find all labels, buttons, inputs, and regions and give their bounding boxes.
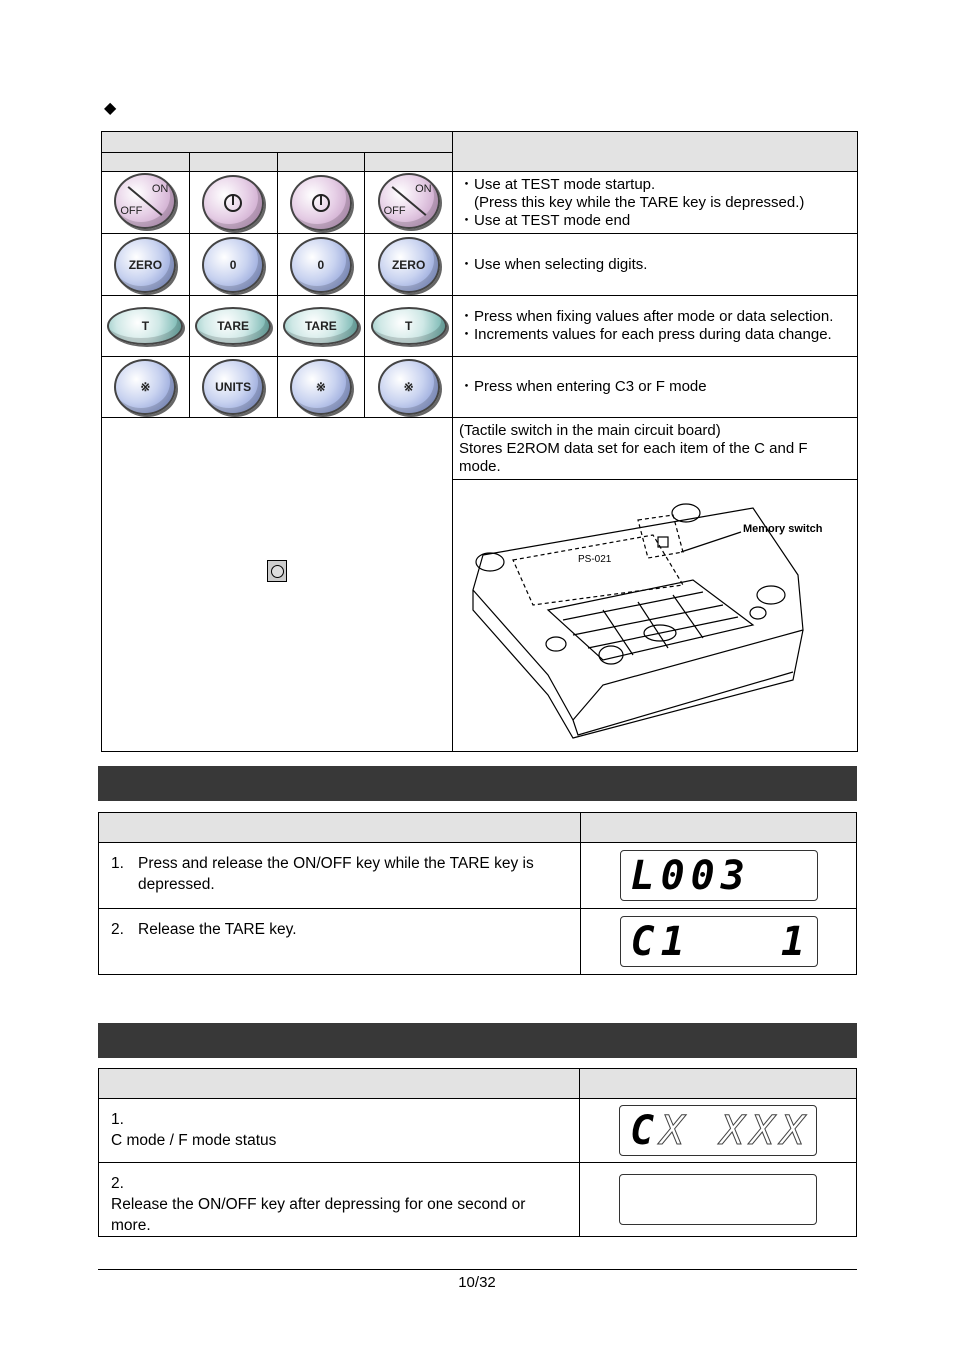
- key-label: TARE: [304, 319, 337, 333]
- procedure-step: [99, 1163, 857, 1237]
- key-cell: [102, 234, 190, 296]
- board-label: PS-021: [578, 554, 612, 565]
- description-line: ・Use at TEST mode startup.: [459, 175, 656, 193]
- scale-illustration-cell: [453, 480, 858, 752]
- display-header: [580, 1069, 857, 1099]
- key-label: TARE: [217, 319, 250, 333]
- description-line: ・Press when entering C3 or F mode: [459, 378, 707, 395]
- key-cell: [277, 357, 365, 418]
- procedure-header: [99, 813, 581, 843]
- key-label: 0: [229, 257, 237, 272]
- step-instruction: Release the ON/OFF key after depressing for one second or more.: [111, 1196, 526, 1234]
- asterisk-key-icon: [114, 359, 176, 415]
- lcd-char: X: [750, 1107, 781, 1154]
- zero-key-icon: [378, 237, 440, 293]
- key-label-off: OFF: [383, 204, 406, 217]
- key-cell: [365, 296, 453, 357]
- description-line: ・Increments values for each press during data change.: [459, 326, 832, 343]
- model-header-4: [365, 153, 453, 172]
- lcd-char: X: [660, 1107, 691, 1154]
- power-icon: [224, 194, 242, 212]
- description-header: [453, 132, 858, 172]
- key-row: [102, 172, 858, 234]
- procedure-step: [99, 1099, 857, 1163]
- key-description: [453, 234, 858, 296]
- lcd-display: [619, 1174, 817, 1225]
- key-cell: [277, 296, 365, 357]
- key-cell: [277, 234, 365, 296]
- key-label: ※: [315, 380, 326, 394]
- key-cell: [277, 172, 365, 234]
- lcd-text: C1 1: [630, 918, 811, 965]
- key-label-off: OFF: [120, 204, 143, 217]
- key-cell: [365, 234, 453, 296]
- units-key-icon: [202, 359, 264, 415]
- key-description: [453, 296, 858, 357]
- step-number: 1.: [111, 1111, 124, 1128]
- asterisk-key-icon: [378, 359, 440, 415]
- power-key-icon: [202, 175, 264, 231]
- description-line: ・Use when selecting digits.: [459, 255, 648, 273]
- key-cell: [189, 296, 277, 357]
- key-label: T: [404, 319, 413, 333]
- procedure-table-1: [98, 812, 857, 975]
- memory-switch-icon: [267, 560, 287, 582]
- key-label: ※: [140, 380, 151, 394]
- key-row: [102, 234, 858, 296]
- procedure-table-2: [98, 1068, 857, 1237]
- bullet-marker: ◆: [104, 100, 117, 117]
- section-header-bar-1: [98, 766, 857, 801]
- key-cell: [102, 357, 190, 418]
- lcd-char: C: [630, 1107, 661, 1154]
- footer-rule: [98, 1269, 857, 1270]
- key-label: ※: [403, 380, 414, 394]
- memory-switch-description: (Tactile switch in the main circuit board) Stores E2ROM data set for each item of the C and F mode.: [453, 418, 858, 480]
- step-text-cell: [99, 843, 581, 909]
- lcd-display: [620, 850, 818, 901]
- step-text-cell: [99, 1099, 580, 1163]
- procedure-header: [99, 1069, 580, 1099]
- lcd-display: [620, 916, 818, 967]
- key-label: ZERO: [391, 257, 426, 272]
- key-label-on: ON: [151, 182, 169, 195]
- display-cell: [581, 843, 857, 909]
- key-description: [453, 357, 858, 418]
- key-label: T: [141, 319, 150, 333]
- model-group-header: [102, 132, 453, 153]
- key-cell: [102, 296, 190, 357]
- lcd-char: X: [780, 1107, 811, 1154]
- asterisk-key-icon: [290, 359, 352, 415]
- page-number: 10/32: [458, 1274, 496, 1291]
- key-cell: [102, 172, 190, 234]
- key-cell: [365, 357, 453, 418]
- tare-key-icon: [195, 307, 271, 345]
- zero-digit-key-icon: [290, 237, 352, 293]
- step-number: 2.: [111, 921, 124, 938]
- lcd-char: [690, 1108, 720, 1154]
- description-line: ・Use at TEST mode end: [459, 211, 631, 229]
- lcd-display: [619, 1105, 817, 1156]
- memory-switch-cell: [102, 418, 453, 752]
- scale-bottom-illustration: [453, 480, 857, 750]
- key-description: [453, 172, 858, 234]
- model-header-3: [277, 153, 365, 172]
- key-label: UNITS: [215, 380, 252, 394]
- lcd-text: L003: [630, 852, 751, 899]
- zero-digit-key-icon: [202, 237, 264, 293]
- step-instruction: Press and release the ON/OFF key while the TARE key is depressed.: [138, 855, 534, 893]
- key-cell: [189, 234, 277, 296]
- display-cell: [581, 909, 857, 975]
- step-text-cell: [99, 1163, 580, 1237]
- procedure-step: [99, 843, 857, 909]
- step-text-cell: [99, 909, 581, 975]
- key-cell: [365, 172, 453, 234]
- description-line: (Press this key while the TARE key is depressed.): [459, 193, 805, 211]
- memory-switch-callout: Memory switch: [743, 523, 823, 535]
- lcd-char: X: [720, 1107, 751, 1154]
- key-row: [102, 357, 858, 418]
- power-key-icon: [290, 175, 352, 231]
- power-icon: [312, 194, 330, 212]
- t-key-icon: [371, 307, 447, 345]
- step-number: 2.: [111, 1175, 124, 1192]
- on-off-key-icon: [114, 173, 176, 229]
- model-header-1: [102, 153, 190, 172]
- key-label-on: ON: [415, 182, 432, 195]
- section-header-bar-2: [98, 1023, 857, 1058]
- key-label: 0: [317, 257, 325, 272]
- display-header: [581, 813, 857, 843]
- step-instruction: C mode / F mode status: [111, 1132, 277, 1149]
- procedure-step: [99, 909, 857, 975]
- step-number: 1.: [111, 855, 124, 872]
- key-cell: [189, 172, 277, 234]
- zero-key-icon: [114, 237, 176, 293]
- step-instruction: Release the TARE key.: [138, 921, 297, 938]
- key-function-table: [101, 131, 858, 752]
- display-cell: [580, 1163, 857, 1237]
- key-label: ZERO: [128, 257, 163, 272]
- key-cell: [189, 357, 277, 418]
- on-off-key-icon: [378, 173, 440, 229]
- description-line: ・Press when fixing values after mode or data selection.: [459, 308, 834, 325]
- tare-key-icon: [283, 307, 359, 345]
- model-header-2: [189, 153, 277, 172]
- key-row: [102, 296, 858, 357]
- display-cell: [580, 1099, 857, 1163]
- t-key-icon: [107, 307, 183, 345]
